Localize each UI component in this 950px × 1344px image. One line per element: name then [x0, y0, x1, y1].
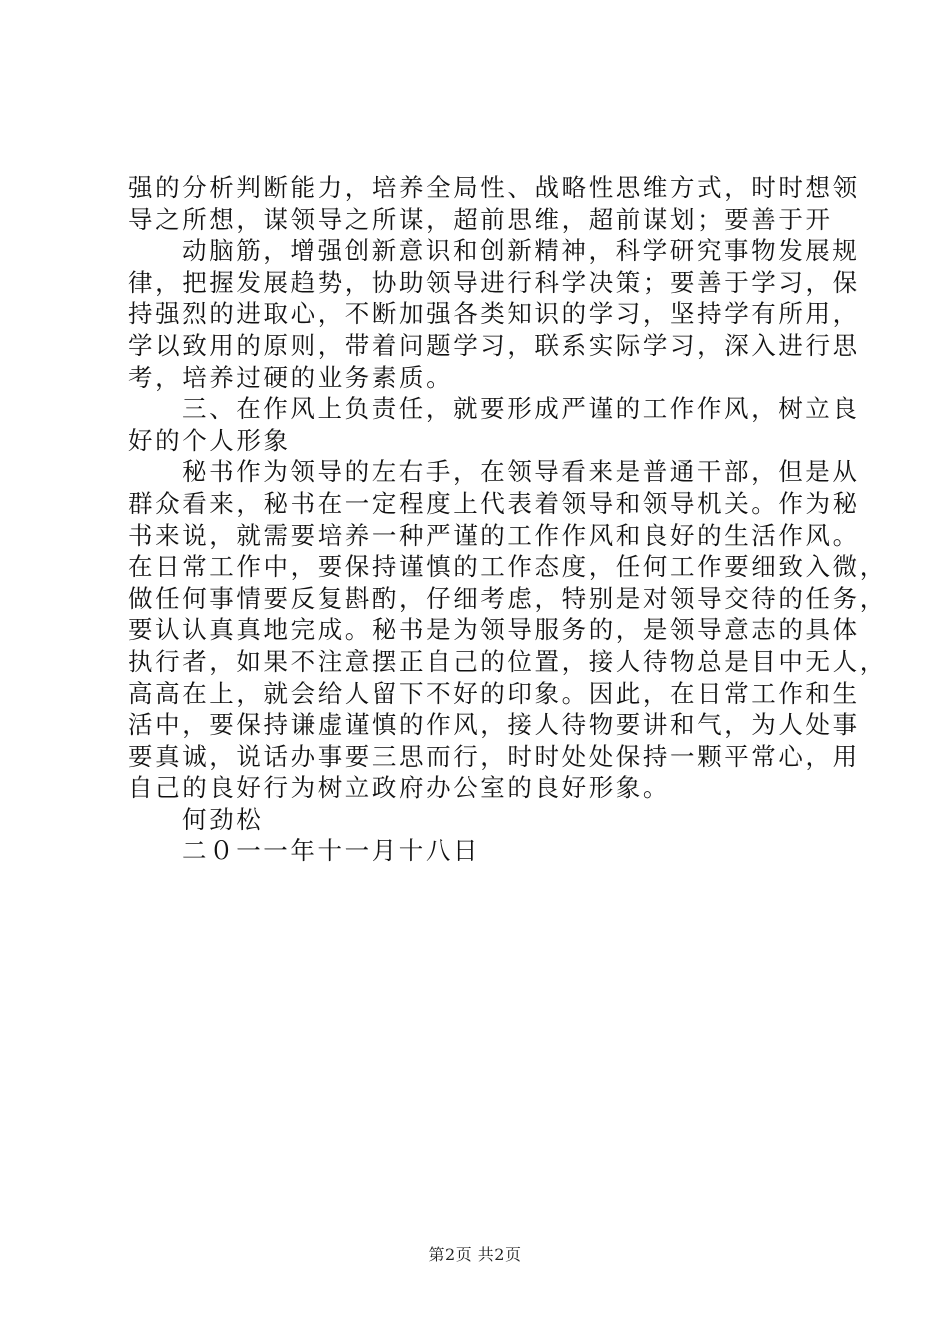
text-line: 做任何事情要反复斟酌，仔细考虑，特别是对领导交待的任务，: [128, 583, 887, 613]
text-line: 高高在上，就会给人留下不好的印象。因此，在日常工作和生: [128, 678, 860, 708]
text-line: 在日常工作中，要保持谨慎的工作态度，任何工作要细致入微，: [128, 552, 887, 582]
text-line: 导之所想，谋领导之所谋，超前思维，超前谋划；要善于开: [128, 204, 833, 234]
text-line: 要认认真真地完成。秘书是为领导服务的，是领导意志的具体: [128, 615, 860, 645]
text-line: 要真诚，说话办事要三思而行，时时处处保持一颗平常心，用: [128, 741, 860, 771]
text-line: 自己的良好行为树立政府办公室的良好形象。: [128, 773, 670, 803]
text-line: 律，把握发展趋势，协助领导进行科学决策；要善于学习，保: [128, 267, 860, 297]
text-line: 考，培养过硬的业务素质。: [128, 362, 454, 392]
text-line: 动脑筋，增强创新意识和创新精神，科学研究事物发展规: [182, 236, 860, 266]
text-line: 执行者，如果不注意摆正自己的位置，接人待物总是目中无人，: [128, 646, 887, 676]
text-line: 秘书作为领导的左右手，在领导看来是普通干部，但是从: [182, 457, 860, 487]
document-body: [128, 172, 887, 867]
text-line: 学以致用的原则，带着问题学习，联系实际学习，深入进行思: [128, 330, 860, 360]
author-name: 何劲松: [182, 804, 264, 834]
section-heading-continued: 好的个人形象: [128, 425, 291, 455]
text-line: 持强烈的进取心，不断加强各类知识的学习，坚持学有所用，: [128, 299, 860, 329]
text-line: 强的分析判断能力，培养全局性、战略性思维方式，时时想领: [128, 173, 860, 202]
page-number-footer: 第2页 共2页: [428, 1245, 522, 1264]
text-line: 书来说，就需要培养一种严谨的工作作风和良好的生活作风。: [128, 520, 860, 550]
document-date: 二０一一年十一月十八日: [182, 836, 481, 866]
text-line: 群众看来，秘书在一定程度上代表着领导和领导机关。作为秘: [128, 488, 860, 518]
section-heading: 三、在作风上负责任，就要形成严谨的工作作风，树立良: [182, 394, 860, 424]
text-line: 活中，要保持谦虚谨慎的作风，接人待物要讲和气，为人处事: [128, 710, 860, 740]
